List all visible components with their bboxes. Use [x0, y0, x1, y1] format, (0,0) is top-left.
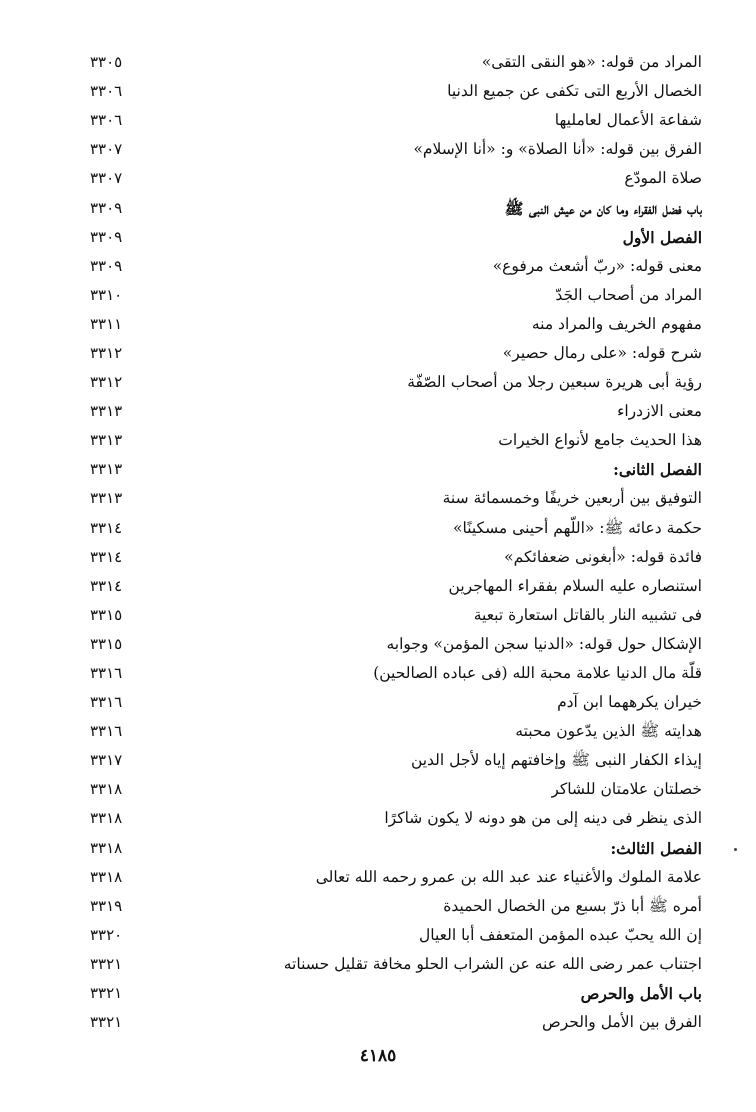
toc-entry-row: [90, 281, 702, 310]
toc-entry-title: الإشكال حول قوله: «الدنيا سجن المؤمن» وجوابه: [386, 634, 702, 653]
toc-entry-row: [90, 48, 702, 77]
toc-page-number: ٣٣١٤: [90, 518, 123, 537]
table-of-contents: [90, 48, 702, 1037]
toc-page-number: ٣٣٢٠: [90, 925, 123, 944]
toc-entry-row: [90, 135, 702, 164]
scan-speck: [734, 848, 737, 851]
toc-page-number: ٣٣٢١: [90, 1013, 123, 1032]
toc-entry-row: [90, 688, 702, 717]
toc-page-number: ٣٣٠٩: [90, 256, 123, 275]
toc-entry-title: صلاة المودّع: [624, 169, 702, 188]
toc-heading-row: [90, 223, 702, 252]
toc-entry-title: إن الله يحبّ عبده المؤمن المتعفف أبا العيال: [418, 925, 702, 944]
toc-entry-row: [90, 775, 702, 804]
toc-entry-row: [90, 77, 702, 106]
toc-entry-row: [90, 601, 702, 630]
toc-page-number: ٣٣١٨: [90, 838, 123, 857]
toc-page-number: ٣٣٠٧: [90, 169, 123, 188]
toc-entry-title: قلّة مال الدنيا علامة محبة الله (فى عباده الصالحين): [373, 664, 702, 683]
toc-page-number: ٣٣١٣: [90, 431, 123, 450]
toc-entry-title: المراد من قوله: «هو النقى التقى»: [481, 53, 702, 72]
toc-entry-row: [90, 106, 702, 135]
toc-entry-row: [90, 950, 702, 979]
toc-entry-row: [90, 659, 702, 688]
toc-entry-title: خيران يكرههما ابن آدم: [557, 693, 702, 712]
toc-entry-title: شرح قوله: «على رمال حصير»: [502, 343, 702, 362]
toc-entry-title: هذا الحديث جامع لأنواع الخيرات: [498, 431, 702, 450]
toc-entry-title: فائدة قوله: «أبغونى ضعفائكم»: [504, 547, 702, 566]
toc-page-number: ٣٣١١: [90, 314, 123, 333]
toc-entry-row: [90, 630, 702, 659]
toc-entry-title: اجتناب عمر رضى الله عنه عن الشراب الحلو مخافة تقليل حسناته: [283, 954, 702, 973]
toc-heading-row: [90, 979, 702, 1008]
toc-page-number: ٣٣١٤: [90, 576, 123, 595]
toc-page-number: ٣٣١٧: [90, 751, 123, 770]
toc-entry-title: الفرق بين الأمل والحرص: [541, 1013, 702, 1032]
toc-page-number: ٣٣١٨: [90, 809, 123, 828]
toc-entry-title: خصلتان علامتان للشاكر: [551, 780, 702, 799]
toc-entry-row: [90, 514, 702, 543]
toc-entry-title: باب الأمل والحرص: [580, 984, 702, 1004]
toc-entry-title: مفهوم الخريف والمراد منه: [531, 314, 702, 333]
toc-entry-title: الفصل الأول: [622, 227, 702, 247]
toc-page-number: ٣٣١٢: [90, 343, 123, 362]
toc-entry-title: فى تشبيه النار بالقاتل استعارة تبعية: [473, 605, 702, 624]
toc-entry-title: معنى قوله: «ربّ أشعث مرفوع»: [492, 256, 702, 275]
toc-entry-row: [90, 543, 702, 572]
toc-page-number: ٣٣١٦: [90, 664, 123, 683]
toc-entry-row: [90, 717, 702, 746]
toc-page-number: ٣٣٢١: [90, 954, 123, 973]
toc-entry-title: شفاعة الأعمال لعامليها: [554, 111, 702, 130]
toc-entry-row: [90, 397, 702, 426]
toc-page-number: ٣٣٠٦: [90, 82, 123, 101]
toc-page-number: ٣٣١٨: [90, 867, 123, 886]
toc-page-number: ٣٣١٩: [90, 896, 123, 915]
toc-page-number: ٣٣٠٩: [90, 227, 123, 246]
toc-entry-row: [90, 484, 702, 513]
toc-entry-row: [90, 804, 702, 833]
toc-page-number: ٣٣١٣: [90, 489, 123, 508]
toc-entry-title: الفصل الثالث:: [610, 838, 702, 858]
toc-entry-row: [90, 892, 702, 921]
toc-entry-title: إيذاء الكفار النبى ﷺ وإخافتهم إياه لأجل الدين: [410, 751, 702, 770]
toc-page-number: ٣٣٠٩: [90, 198, 123, 217]
toc-entry-title: الفصل الثانى:: [613, 460, 702, 480]
toc-entry-title: المراد من أصحاب الجَدّ: [555, 285, 702, 304]
toc-page-number: ٣٣٠٥: [90, 53, 123, 72]
toc-entry-title: حكمة دعائه ﷺ: «اللّهم أحينى مسكينًا»: [452, 518, 702, 537]
page-number: ٤١٨٥: [359, 1046, 397, 1066]
toc-entry-title: استنصاره عليه السلام بفقراء المهاجرين: [448, 576, 702, 595]
toc-entry-title: الفرق بين قوله: «أنا الصلاة» و: «أنا الإسلام»: [413, 140, 702, 159]
toc-page-number: ٣٣٢١: [90, 984, 123, 1003]
toc-heading-row: [90, 455, 702, 484]
toc-entry-title: الذى ينظر فى دينه إلى من هو دونه لا يكون شاكرًا: [384, 809, 702, 828]
toc-page-number: ٣٣١٨: [90, 780, 123, 799]
toc-page-number: ٣٣١٥: [90, 605, 123, 624]
toc-page-number: ٣٣١٠: [90, 285, 123, 304]
toc-entry-row: [90, 252, 702, 281]
toc-entry-title: معنى الازدراء: [617, 402, 702, 421]
toc-entry-row: [90, 746, 702, 775]
toc-entry-title: الخصال الأربع التى تكفى عن جميع الدنيا: [447, 82, 702, 101]
toc-page-number: ٣٣١٤: [90, 547, 123, 566]
toc-entry-title: هدايته ﷺ الذين يدّعون محبته: [515, 722, 702, 741]
toc-page-number: ٣٣١٦: [90, 693, 123, 712]
toc-entry-title: رؤية أبى هريرة سبعين رجلا من أصحاب الصّفّة: [407, 373, 702, 392]
toc-entry-row: [90, 572, 702, 601]
toc-entry-row: [90, 339, 702, 368]
toc-page-number: ٣٣١٢: [90, 373, 123, 392]
toc-entry-title: علامة الملوك والأغنياء عند عبد الله بن عمرو رحمه الله تعالى: [315, 867, 702, 886]
toc-entry-row: [90, 426, 702, 455]
toc-entry-row: [90, 921, 702, 950]
toc-heading-row: [90, 834, 702, 863]
toc-page-number: ٣٣٠٧: [90, 140, 123, 159]
toc-entry-title: التوفيق بين أربعين خريفًا وخمسمائة سنة: [442, 489, 702, 508]
toc-entry-row: [90, 863, 702, 892]
toc-entry-title: أمره ﷺ أبا ذرّ بسبع من الخصال الحميدة: [443, 896, 702, 915]
toc-entry-row: [90, 368, 702, 397]
toc-page-number: ٣٣١٣: [90, 460, 123, 479]
toc-entry-title: باب فضل الفقراء وما كان من عيش النبى ﷺ: [504, 198, 702, 218]
toc-entry-row: [90, 310, 702, 339]
toc-entry-row: [90, 1008, 702, 1037]
toc-page-number: ٣٣١٣: [90, 402, 123, 421]
toc-page-number: ٣٣١٥: [90, 634, 123, 653]
toc-entry-row: [90, 164, 702, 193]
toc-heading-row: [90, 193, 702, 222]
toc-page-number: ٣٣٠٦: [90, 111, 123, 130]
toc-page-number: ٣٣١٦: [90, 722, 123, 741]
